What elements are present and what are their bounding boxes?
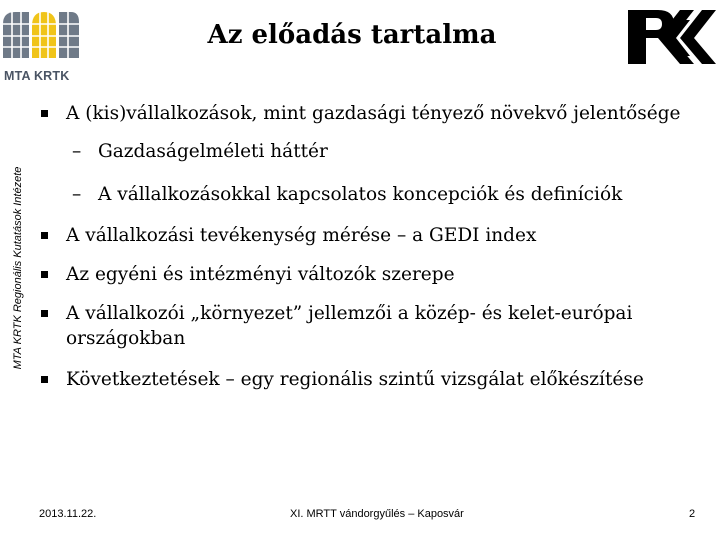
dash-bullet-icon: – xyxy=(72,184,82,205)
bullet-item xyxy=(38,367,708,392)
footer-date: 2013.11.22. xyxy=(39,508,97,520)
logo-left-text: MTA KRTK xyxy=(4,69,70,83)
dash-bullet-icon: – xyxy=(72,141,82,162)
bullet-item xyxy=(38,101,708,126)
bullet-text: Következtetések – egy regionális szintű vizsgálat előkészítése xyxy=(66,369,644,390)
square-bullet-icon xyxy=(41,110,48,117)
bullet-list xyxy=(38,101,708,392)
bullet-text: A vállalkozási tevékenység mérése – a GEDI index xyxy=(66,225,537,246)
square-bullet-icon xyxy=(41,310,48,317)
bullet-text: A (kis)vállalkozások, mint gazdasági tényező növekvő jelentősége xyxy=(66,103,681,124)
sub-bullet-text: A vállalkozásokkal kapcsolatos koncepciók és definíciók xyxy=(98,184,623,205)
sub-bullet-item xyxy=(38,139,708,164)
bullet-text: A vállalkozói „környezet” jellemzői a közép- és kelet-európai országokban xyxy=(66,303,633,349)
bullet-item xyxy=(38,301,708,351)
page-number: 2 xyxy=(689,508,696,520)
bullet-text: Az egyéni és intézményi változók szerepe xyxy=(66,264,455,285)
bullet-item xyxy=(38,223,708,248)
institute-vertical-label: MTA KRTK Regionális Kutatások Intézete xyxy=(12,166,24,370)
square-bullet-icon xyxy=(41,271,48,278)
footer-event: XI. MRTT vándorgyűlés – Kaposvár xyxy=(290,508,464,520)
square-bullet-icon xyxy=(41,376,48,383)
sub-bullet-item xyxy=(38,182,708,207)
bullet-item xyxy=(38,262,708,287)
sub-bullet-text: Gazdaságelméleti háttér xyxy=(98,141,328,162)
slide-title: Az előadás tartalma xyxy=(207,20,497,50)
square-bullet-icon xyxy=(41,232,48,239)
